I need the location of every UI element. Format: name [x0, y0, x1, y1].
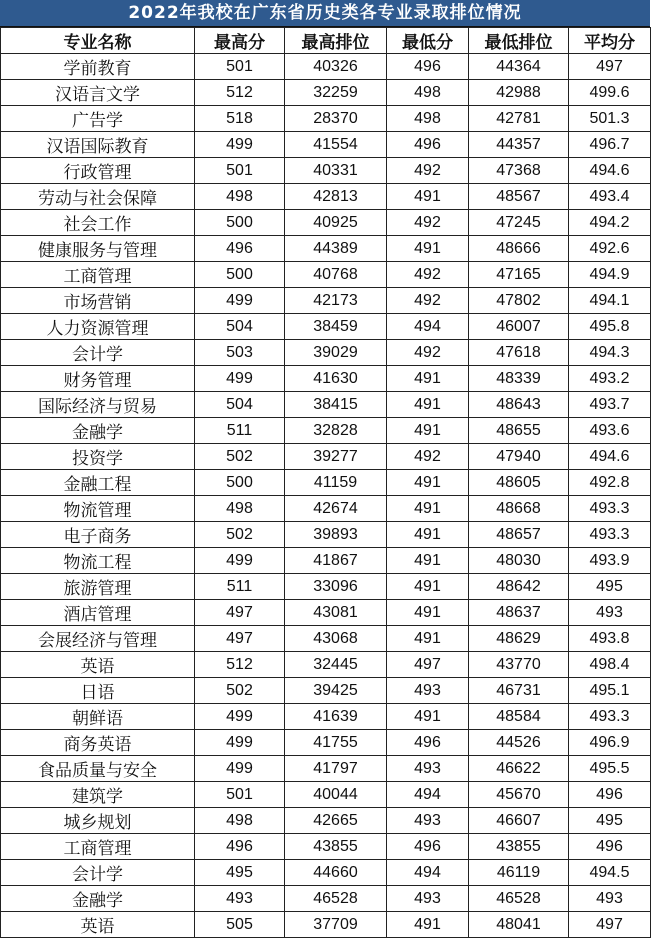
max-score-cell: 502: [195, 678, 285, 704]
major-name-cell: 汉语言文学: [1, 80, 195, 106]
min-score-cell: 491: [387, 392, 469, 418]
min-rank-cell: 47165: [469, 262, 569, 288]
min-score-cell: 496: [387, 132, 469, 158]
max-rank-cell: 40925: [285, 210, 387, 236]
header-max-rank: 最高排位: [285, 28, 387, 54]
min-score-cell: 492: [387, 158, 469, 184]
min-rank-cell: 48629: [469, 626, 569, 652]
min-score-cell: 491: [387, 600, 469, 626]
max-rank-cell: 33096: [285, 574, 387, 600]
max-score-cell: 512: [195, 652, 285, 678]
max-rank-cell: 40331: [285, 158, 387, 184]
max-rank-cell: 41639: [285, 704, 387, 730]
max-rank-cell: 32259: [285, 80, 387, 106]
table-row: [1, 496, 651, 522]
max-rank-cell: 41797: [285, 756, 387, 782]
max-score-cell: 499: [195, 730, 285, 756]
avg-score-cell: 492.8: [569, 470, 651, 496]
min-score-cell: 492: [387, 444, 469, 470]
table-row: [1, 522, 651, 548]
max-rank-cell: 43855: [285, 834, 387, 860]
table-row: [1, 210, 651, 236]
table-row: [1, 470, 651, 496]
max-rank-cell: 42813: [285, 184, 387, 210]
table-row: [1, 418, 651, 444]
table-row: [1, 912, 651, 938]
avg-score-cell: 497: [569, 912, 651, 938]
min-score-cell: 491: [387, 470, 469, 496]
table-row: [1, 652, 651, 678]
major-name-cell: 会展经济与管理: [1, 626, 195, 652]
min-score-cell: 498: [387, 106, 469, 132]
major-name-cell: 日语: [1, 678, 195, 704]
avg-score-cell: 501.3: [569, 106, 651, 132]
max-score-cell: 511: [195, 574, 285, 600]
major-name-cell: 旅游管理: [1, 574, 195, 600]
avg-score-cell: 494.2: [569, 210, 651, 236]
avg-score-cell: 499.6: [569, 80, 651, 106]
table-row: [1, 548, 651, 574]
min-score-cell: 491: [387, 574, 469, 600]
max-score-cell: 500: [195, 262, 285, 288]
min-score-cell: 492: [387, 340, 469, 366]
max-rank-cell: 38415: [285, 392, 387, 418]
major-name-cell: 酒店管理: [1, 600, 195, 626]
max-score-cell: 501: [195, 782, 285, 808]
min-rank-cell: 46119: [469, 860, 569, 886]
table-row: [1, 340, 651, 366]
table-title: 2022年我校在广东省历史类各专业录取排位情况: [0, 0, 650, 27]
avg-score-cell: 496.9: [569, 730, 651, 756]
min-rank-cell: 46622: [469, 756, 569, 782]
max-score-cell: 500: [195, 470, 285, 496]
max-rank-cell: 43068: [285, 626, 387, 652]
major-name-cell: 工商管理: [1, 262, 195, 288]
avg-score-cell: 494.1: [569, 288, 651, 314]
min-score-cell: 491: [387, 626, 469, 652]
max-rank-cell: 41159: [285, 470, 387, 496]
major-name-cell: 会计学: [1, 340, 195, 366]
header-max-score: 最高分: [195, 28, 285, 54]
min-rank-cell: 43770: [469, 652, 569, 678]
max-score-cell: 499: [195, 366, 285, 392]
min-rank-cell: 48657: [469, 522, 569, 548]
table-row: [1, 678, 651, 704]
min-rank-cell: 43855: [469, 834, 569, 860]
major-name-cell: 建筑学: [1, 782, 195, 808]
major-name-cell: 财务管理: [1, 366, 195, 392]
avg-score-cell: 493.6: [569, 418, 651, 444]
table-row: [1, 886, 651, 912]
table-row: [1, 444, 651, 470]
major-name-cell: 行政管理: [1, 158, 195, 184]
min-score-cell: 491: [387, 184, 469, 210]
avg-score-cell: 496: [569, 834, 651, 860]
major-name-cell: 食品质量与安全: [1, 756, 195, 782]
min-score-cell: 492: [387, 288, 469, 314]
min-score-cell: 496: [387, 834, 469, 860]
avg-score-cell: 493.2: [569, 366, 651, 392]
avg-score-cell: 493.3: [569, 704, 651, 730]
major-name-cell: 朝鲜语: [1, 704, 195, 730]
max-rank-cell: 41755: [285, 730, 387, 756]
avg-score-cell: 493.8: [569, 626, 651, 652]
major-name-cell: 会计学: [1, 860, 195, 886]
max-score-cell: 504: [195, 314, 285, 340]
table-row: [1, 106, 651, 132]
max-rank-cell: 40044: [285, 782, 387, 808]
major-name-cell: 广告学: [1, 106, 195, 132]
min-score-cell: 497: [387, 652, 469, 678]
table-row: [1, 54, 651, 80]
header-row: [1, 28, 651, 54]
max-rank-cell: 28370: [285, 106, 387, 132]
max-rank-cell: 37709: [285, 912, 387, 938]
avg-score-cell: 497: [569, 54, 651, 80]
min-rank-cell: 48030: [469, 548, 569, 574]
avg-score-cell: 496.7: [569, 132, 651, 158]
table-row: [1, 314, 651, 340]
min-rank-cell: 42988: [469, 80, 569, 106]
min-rank-cell: 48637: [469, 600, 569, 626]
max-score-cell: 496: [195, 834, 285, 860]
min-rank-cell: 47368: [469, 158, 569, 184]
max-rank-cell: 44389: [285, 236, 387, 262]
table-row: [1, 80, 651, 106]
avg-score-cell: 493.3: [569, 496, 651, 522]
table-row: [1, 184, 651, 210]
max-rank-cell: 43081: [285, 600, 387, 626]
table-row: [1, 288, 651, 314]
major-name-cell: 健康服务与管理: [1, 236, 195, 262]
table-row: [1, 574, 651, 600]
max-score-cell: 511: [195, 418, 285, 444]
avg-score-cell: 493.4: [569, 184, 651, 210]
major-name-cell: 英语: [1, 912, 195, 938]
max-score-cell: 499: [195, 548, 285, 574]
min-rank-cell: 48655: [469, 418, 569, 444]
min-rank-cell: 48668: [469, 496, 569, 522]
table-row: [1, 158, 651, 184]
max-score-cell: 502: [195, 522, 285, 548]
min-score-cell: 493: [387, 678, 469, 704]
min-score-cell: 498: [387, 80, 469, 106]
avg-score-cell: 493.9: [569, 548, 651, 574]
min-rank-cell: 47802: [469, 288, 569, 314]
min-rank-cell: 47940: [469, 444, 569, 470]
max-score-cell: 518: [195, 106, 285, 132]
min-score-cell: 491: [387, 366, 469, 392]
max-rank-cell: 38459: [285, 314, 387, 340]
major-name-cell: 社会工作: [1, 210, 195, 236]
max-rank-cell: 41554: [285, 132, 387, 158]
major-name-cell: 市场营销: [1, 288, 195, 314]
min-rank-cell: 46607: [469, 808, 569, 834]
max-rank-cell: 46528: [285, 886, 387, 912]
max-rank-cell: 42173: [285, 288, 387, 314]
max-score-cell: 499: [195, 704, 285, 730]
max-score-cell: 495: [195, 860, 285, 886]
major-name-cell: 金融学: [1, 886, 195, 912]
max-rank-cell: 42665: [285, 808, 387, 834]
max-rank-cell: 44660: [285, 860, 387, 886]
max-score-cell: 498: [195, 184, 285, 210]
avg-score-cell: 494.5: [569, 860, 651, 886]
max-score-cell: 499: [195, 756, 285, 782]
avg-score-cell: 495: [569, 808, 651, 834]
major-name-cell: 商务英语: [1, 730, 195, 756]
min-score-cell: 491: [387, 912, 469, 938]
min-rank-cell: 47618: [469, 340, 569, 366]
min-rank-cell: 48605: [469, 470, 569, 496]
min-rank-cell: 45670: [469, 782, 569, 808]
min-score-cell: 494: [387, 782, 469, 808]
table-row: [1, 392, 651, 418]
table-row: [1, 860, 651, 886]
major-name-cell: 英语: [1, 652, 195, 678]
table-row: [1, 132, 651, 158]
max-score-cell: 497: [195, 626, 285, 652]
table-row: [1, 704, 651, 730]
major-name-cell: 国际经济与贸易: [1, 392, 195, 418]
avg-score-cell: 495.1: [569, 678, 651, 704]
max-score-cell: 498: [195, 496, 285, 522]
table-row: [1, 730, 651, 756]
header-min-score: 最低分: [387, 28, 469, 54]
max-rank-cell: 42674: [285, 496, 387, 522]
min-score-cell: 491: [387, 548, 469, 574]
max-rank-cell: 40326: [285, 54, 387, 80]
max-score-cell: 504: [195, 392, 285, 418]
max-rank-cell: 41867: [285, 548, 387, 574]
min-rank-cell: 48567: [469, 184, 569, 210]
avg-score-cell: 494.3: [569, 340, 651, 366]
max-score-cell: 503: [195, 340, 285, 366]
major-name-cell: 人力资源管理: [1, 314, 195, 340]
avg-score-cell: 495.8: [569, 314, 651, 340]
major-name-cell: 物流管理: [1, 496, 195, 522]
min-score-cell: 491: [387, 236, 469, 262]
table-row: [1, 782, 651, 808]
max-score-cell: 502: [195, 444, 285, 470]
min-score-cell: 491: [387, 522, 469, 548]
table-row: [1, 262, 651, 288]
min-rank-cell: 44364: [469, 54, 569, 80]
max-score-cell: 500: [195, 210, 285, 236]
min-rank-cell: 48041: [469, 912, 569, 938]
major-name-cell: 工商管理: [1, 834, 195, 860]
major-name-cell: 金融工程: [1, 470, 195, 496]
admission-table: [0, 27, 651, 938]
max-rank-cell: 39277: [285, 444, 387, 470]
max-score-cell: 496: [195, 236, 285, 262]
avg-score-cell: 494.6: [569, 158, 651, 184]
max-score-cell: 501: [195, 158, 285, 184]
max-score-cell: 498: [195, 808, 285, 834]
min-rank-cell: 46007: [469, 314, 569, 340]
avg-score-cell: 496: [569, 782, 651, 808]
major-name-cell: 投资学: [1, 444, 195, 470]
max-score-cell: 499: [195, 288, 285, 314]
min-rank-cell: 44526: [469, 730, 569, 756]
min-score-cell: 494: [387, 860, 469, 886]
avg-score-cell: 493.7: [569, 392, 651, 418]
table-body: [1, 54, 651, 938]
max-rank-cell: 40768: [285, 262, 387, 288]
min-rank-cell: 48666: [469, 236, 569, 262]
min-score-cell: 491: [387, 704, 469, 730]
avg-score-cell: 494.6: [569, 444, 651, 470]
table-row: [1, 808, 651, 834]
major-name-cell: 电子商务: [1, 522, 195, 548]
header-avg-score: 平均分: [569, 28, 651, 54]
major-name-cell: 劳动与社会保障: [1, 184, 195, 210]
min-rank-cell: 46528: [469, 886, 569, 912]
major-name-cell: 汉语国际教育: [1, 132, 195, 158]
min-rank-cell: 48339: [469, 366, 569, 392]
avg-score-cell: 495.5: [569, 756, 651, 782]
max-rank-cell: 41630: [285, 366, 387, 392]
max-rank-cell: 39029: [285, 340, 387, 366]
major-name-cell: 学前教育: [1, 54, 195, 80]
table-row: [1, 236, 651, 262]
table-row: [1, 626, 651, 652]
max-score-cell: 497: [195, 600, 285, 626]
max-rank-cell: 39893: [285, 522, 387, 548]
min-rank-cell: 46731: [469, 678, 569, 704]
avg-score-cell: 493.3: [569, 522, 651, 548]
min-rank-cell: 48642: [469, 574, 569, 600]
max-rank-cell: 39425: [285, 678, 387, 704]
table-row: [1, 600, 651, 626]
max-score-cell: 501: [195, 54, 285, 80]
max-score-cell: 499: [195, 132, 285, 158]
table-row: [1, 756, 651, 782]
min-rank-cell: 42781: [469, 106, 569, 132]
header-min-rank: 最低排位: [469, 28, 569, 54]
min-score-cell: 491: [387, 496, 469, 522]
major-name-cell: 物流工程: [1, 548, 195, 574]
min-score-cell: 491: [387, 418, 469, 444]
table-row: [1, 366, 651, 392]
avg-score-cell: 495: [569, 574, 651, 600]
min-score-cell: 494: [387, 314, 469, 340]
min-rank-cell: 48643: [469, 392, 569, 418]
avg-score-cell: 493: [569, 600, 651, 626]
min-score-cell: 493: [387, 886, 469, 912]
min-rank-cell: 47245: [469, 210, 569, 236]
table-row: [1, 834, 651, 860]
min-score-cell: 493: [387, 756, 469, 782]
max-score-cell: 493: [195, 886, 285, 912]
max-rank-cell: 32828: [285, 418, 387, 444]
min-score-cell: 496: [387, 730, 469, 756]
max-score-cell: 512: [195, 80, 285, 106]
max-score-cell: 505: [195, 912, 285, 938]
avg-score-cell: 494.9: [569, 262, 651, 288]
major-name-cell: 金融学: [1, 418, 195, 444]
avg-score-cell: 492.6: [569, 236, 651, 262]
min-rank-cell: 48584: [469, 704, 569, 730]
min-score-cell: 492: [387, 210, 469, 236]
header-major: 专业名称: [1, 28, 195, 54]
major-name-cell: 城乡规划: [1, 808, 195, 834]
avg-score-cell: 498.4: [569, 652, 651, 678]
min-score-cell: 493: [387, 808, 469, 834]
min-score-cell: 492: [387, 262, 469, 288]
min-score-cell: 496: [387, 54, 469, 80]
max-rank-cell: 32445: [285, 652, 387, 678]
avg-score-cell: 493: [569, 886, 651, 912]
min-rank-cell: 44357: [469, 132, 569, 158]
